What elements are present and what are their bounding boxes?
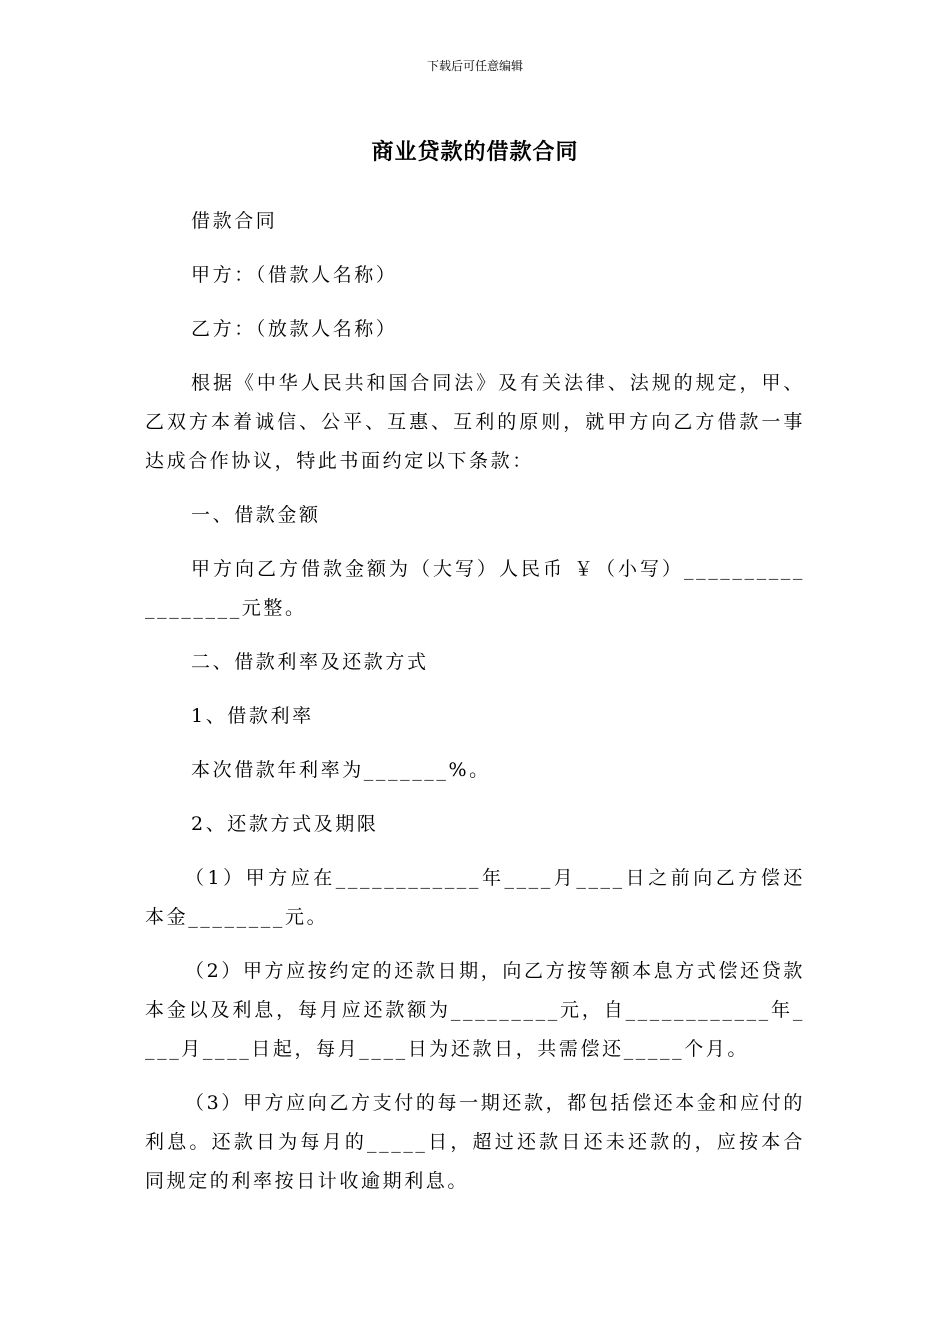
amount-paragraph: 甲方向乙方借款金额为（大写）人民币 ￥（小写）__________________元整。 [145,558,805,619]
party-b-line: 乙方：（放款人名称） [191,318,398,340]
subsection-heading-repayment: 2、还款方式及期限 [191,813,379,835]
section-heading-amount: 一、借款金额 [191,504,321,526]
repayment-item-2: （2）甲方应按约定的还款日期，向乙方按等额本息方式偿还贷款本金以及利息，每月应还款额为_________元，自____________年____月____日起，每月____日为还款日，共需偿还_____个月。 [145,960,805,1060]
document-title: 商业贷款的借款合同 [371,140,579,165]
repayment-item-1: （1）甲方应在____________年____月____日之前向乙方偿还本金________元。 [145,867,805,928]
section-heading-rate-repayment: 二、借款利率及还款方式 [191,651,429,673]
contract-heading: 借款合同 [191,210,278,232]
rate-paragraph: 本次借款年利率为_______%。 [191,759,491,781]
document-body [145,202,805,1216]
repayment-item-3: （3）甲方应向乙方支付的每一期还款，都包括偿还本金和应付的利息。还款日为每月的_____日，超过还款日还未还款的，应按本合同规定的利率按日计收逾期利息。 [145,1092,805,1192]
preamble-paragraph: 根据《中华人民共和国合同法》及有关法律、法规的规定，甲、乙双方本着诚信、公平、互惠、互利的原则，就甲方向乙方借款一事达成合作协议，特此书面约定以下条款： [145,372,805,472]
header-note: 下载后可任意编辑 [426,59,523,73]
party-a-line: 甲方：（借款人名称） [191,264,398,286]
subsection-heading-rate: 1、借款利率 [191,705,314,727]
